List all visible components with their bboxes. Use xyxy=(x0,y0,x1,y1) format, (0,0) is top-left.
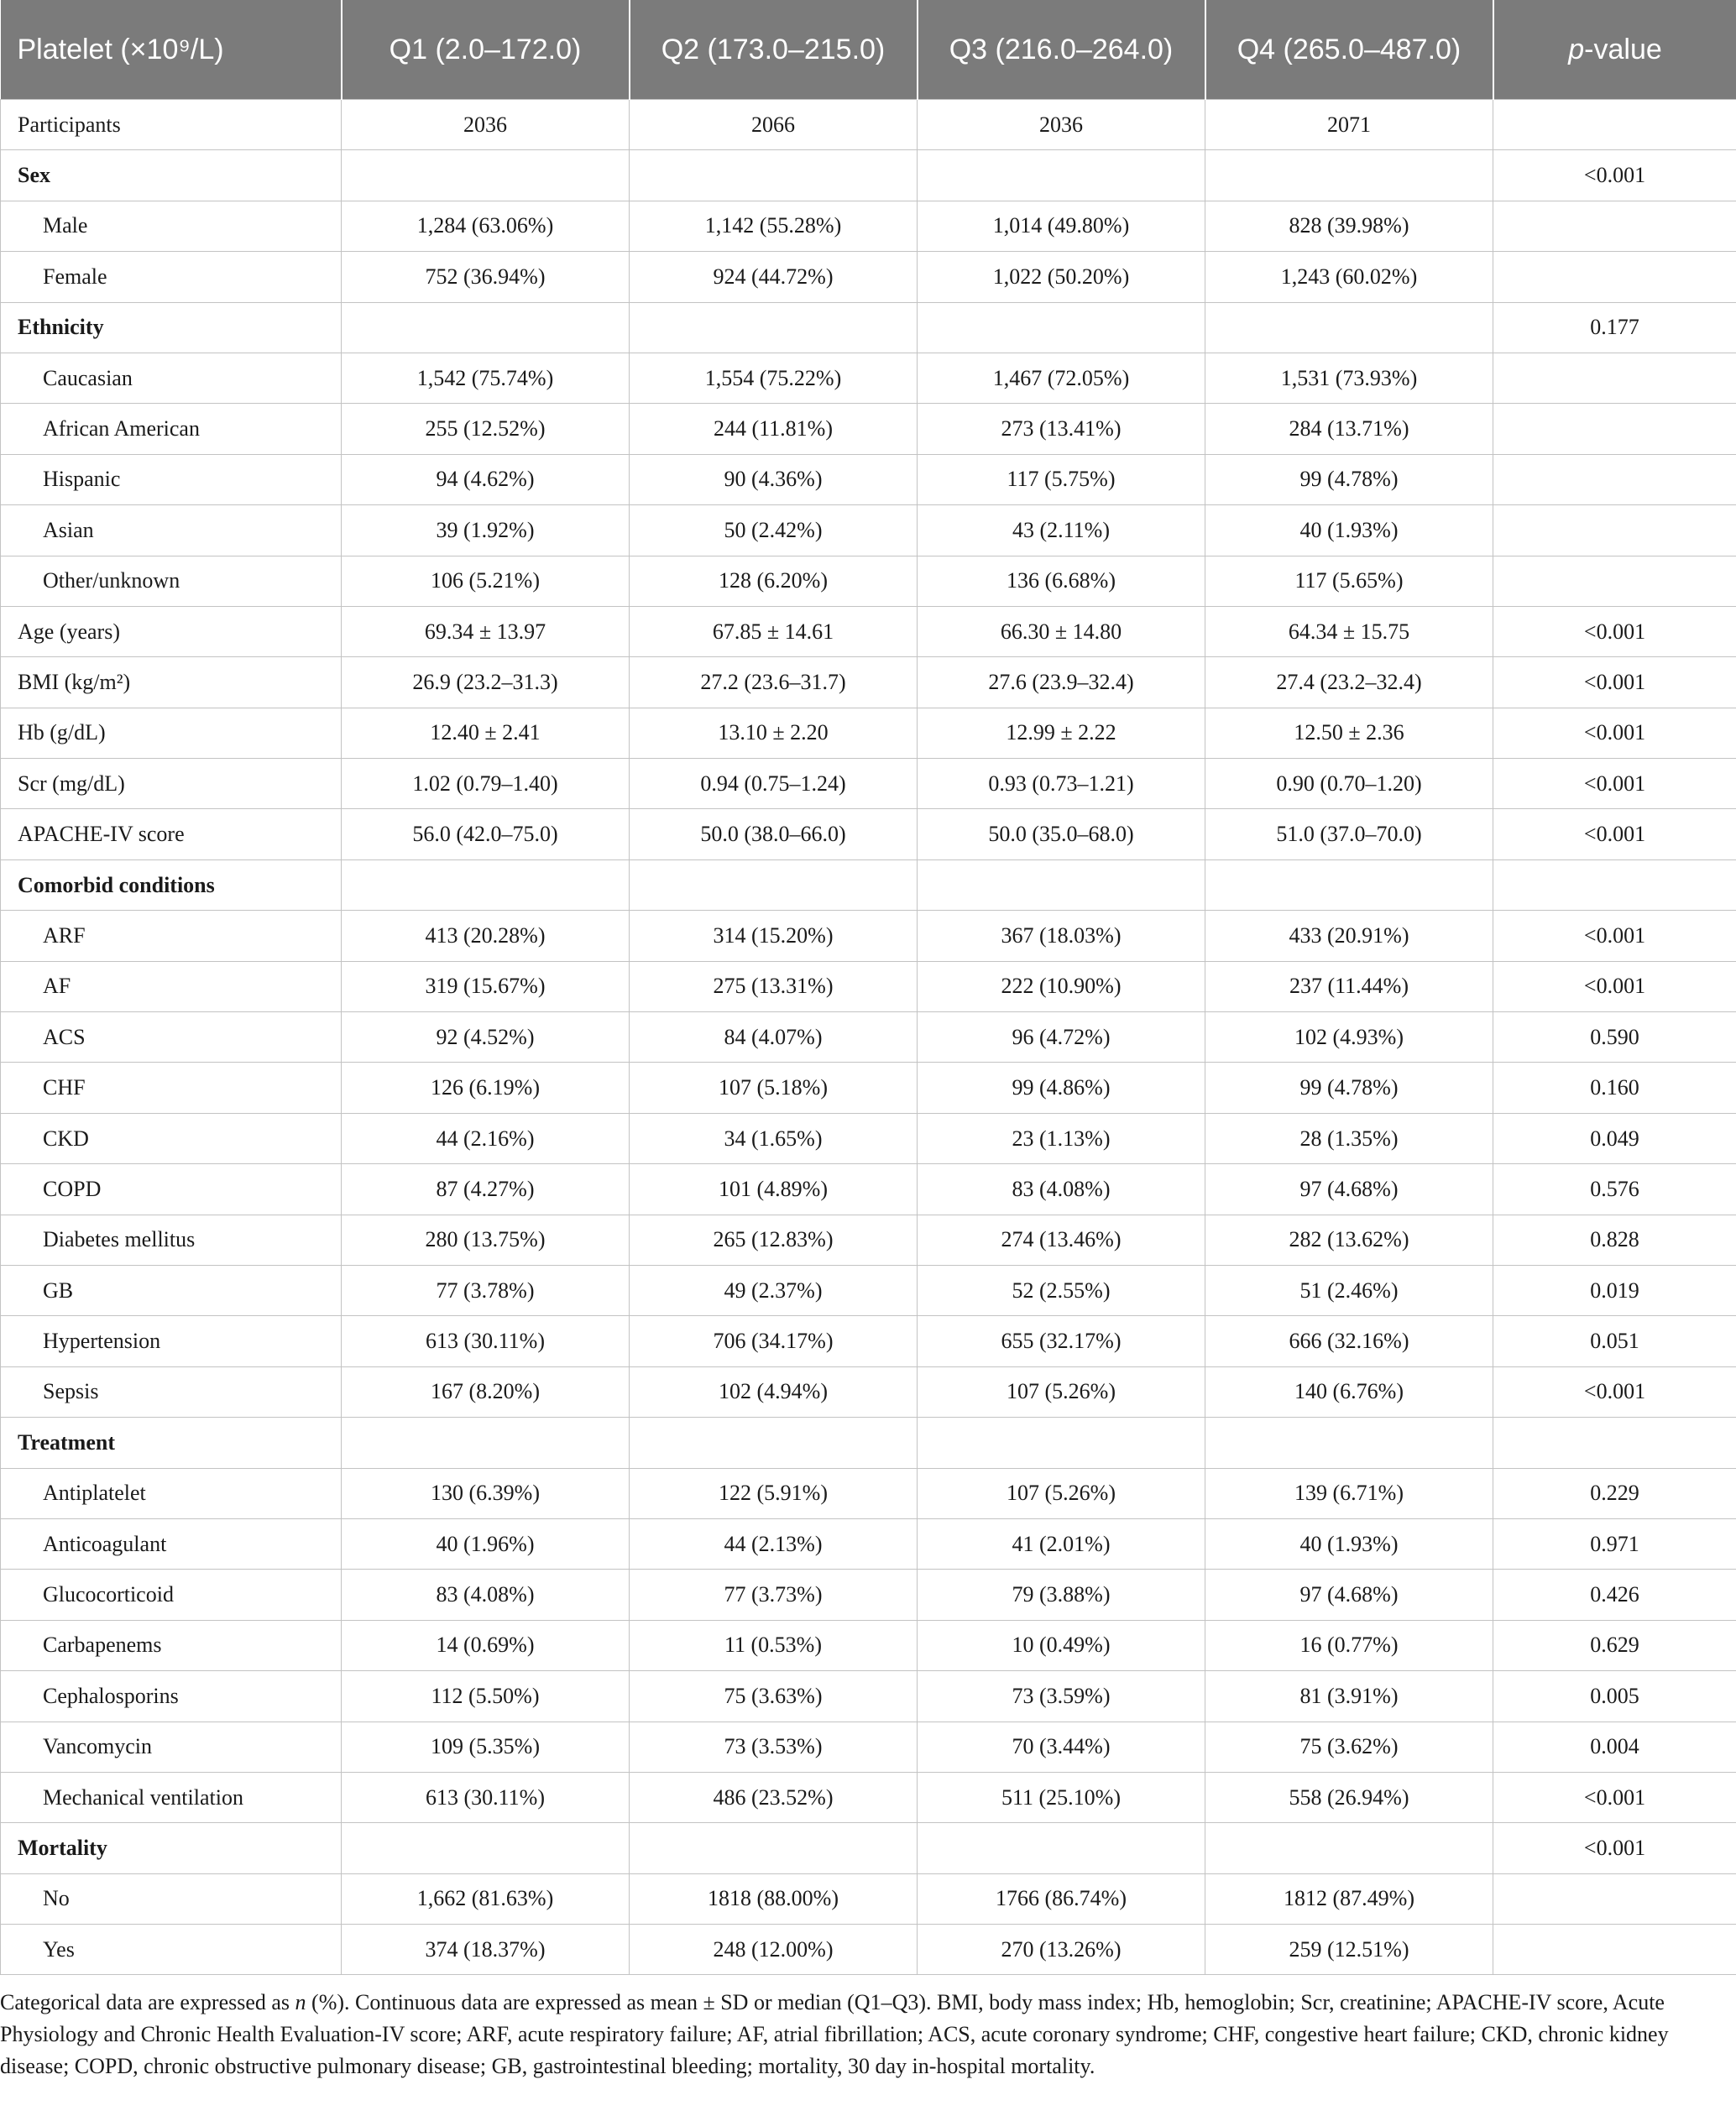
header-p-value xyxy=(1493,0,1736,100)
row-label: Diabetes mellitus xyxy=(1,1215,342,1265)
header-p-rest: -value xyxy=(1584,34,1662,65)
cell-q2: 244 (11.81%) xyxy=(630,404,918,454)
cell-q4: 97 (4.68%) xyxy=(1205,1164,1493,1215)
cell-q2: 44 (2.13%) xyxy=(630,1518,918,1569)
cell-q4: 12.50 ± 2.36 xyxy=(1205,708,1493,758)
row-label: CHF xyxy=(1,1063,342,1113)
cell-q4: 1812 (87.49%) xyxy=(1205,1873,1493,1924)
row-label: Asian xyxy=(1,505,342,556)
cell-q3: 274 (13.46%) xyxy=(918,1215,1205,1265)
cell-p-value: <0.001 xyxy=(1493,1823,1736,1873)
cell-q2: 122 (5.91%) xyxy=(630,1468,918,1518)
cell-q4: 81 (3.91%) xyxy=(1205,1671,1493,1722)
table-body xyxy=(1,100,1736,1975)
cell-p-value xyxy=(1493,404,1736,454)
cell-q3: 96 (4.72%) xyxy=(918,1012,1205,1063)
cell-q2: 49 (2.37%) xyxy=(630,1265,918,1315)
row-label: Other/unknown xyxy=(1,556,342,606)
row-label: Mortality xyxy=(1,1823,342,1873)
table-row xyxy=(1,1873,1736,1924)
table-row xyxy=(1,1823,1736,1873)
cell-q3: 1766 (86.74%) xyxy=(918,1873,1205,1924)
table-row xyxy=(1,809,1736,859)
cell-q3: 79 (3.88%) xyxy=(918,1570,1205,1620)
cell-q4: 51.0 (37.0–70.0) xyxy=(1205,809,1493,859)
table-header-row xyxy=(1,0,1736,100)
cell-q1: 39 (1.92%) xyxy=(342,505,630,556)
row-label: Sepsis xyxy=(1,1366,342,1417)
table-row xyxy=(1,911,1736,961)
table-row xyxy=(1,556,1736,606)
row-label: COPD xyxy=(1,1164,342,1215)
cell-p-value: 0.971 xyxy=(1493,1518,1736,1569)
cell-q1: 126 (6.19%) xyxy=(342,1063,630,1113)
cell-q4: 75 (3.62%) xyxy=(1205,1722,1493,1772)
row-label: Carbapenems xyxy=(1,1620,342,1670)
cell-p-value: <0.001 xyxy=(1493,606,1736,656)
cell-p-value xyxy=(1493,556,1736,606)
cell-q4: 433 (20.91%) xyxy=(1205,911,1493,961)
cell-q4: 64.34 ± 15.75 xyxy=(1205,606,1493,656)
cell-q2: 84 (4.07%) xyxy=(630,1012,918,1063)
table-row xyxy=(1,1366,1736,1417)
table-row xyxy=(1,150,1736,201)
cell-q1: 1,542 (75.74%) xyxy=(342,353,630,403)
table-row xyxy=(1,1316,1736,1366)
table-row xyxy=(1,1925,1736,1975)
cell-q1: 56.0 (42.0–75.0) xyxy=(342,809,630,859)
cell-q1 xyxy=(342,150,630,201)
cell-q4: 99 (4.78%) xyxy=(1205,454,1493,504)
cell-q4: 51 (2.46%) xyxy=(1205,1265,1493,1315)
cell-q3: 107 (5.26%) xyxy=(918,1468,1205,1518)
cell-p-value: 0.576 xyxy=(1493,1164,1736,1215)
cell-p-value: <0.001 xyxy=(1493,911,1736,961)
cell-q2: 1,142 (55.28%) xyxy=(630,201,918,251)
header-platelet: Platelet (×10⁹/L) xyxy=(1,0,342,100)
table-row xyxy=(1,759,1736,809)
cell-q2: 75 (3.63%) xyxy=(630,1671,918,1722)
cell-q4: 97 (4.68%) xyxy=(1205,1570,1493,1620)
cell-q4: 2071 xyxy=(1205,100,1493,150)
cell-q2: 11 (0.53%) xyxy=(630,1620,918,1670)
row-label: Participants xyxy=(1,100,342,150)
cell-q2: 248 (12.00%) xyxy=(630,1925,918,1975)
row-label: CKD xyxy=(1,1113,342,1163)
cell-p-value xyxy=(1493,201,1736,251)
footnote-text-2: (%). Continuous data are expressed as mean ± SD or median (Q1–Q3). BMI, body mass index; Hb, hemoglobin; Scr, creatinine; APACHE-IV score, Acute Physiology and Chronic Health Evaluation-IV score; ARF, acute respiratory failure; AF, atrial fibrillation; ACS, acute coronary syndrome; CHF, congestive heart failure; CKD, chronic kidney disease; COPD, chronic obstructive pulmonary disease; GB, gastrointestinal bleeding; mortality, 30 day in-hospital mortality. xyxy=(0,1990,1669,2079)
row-label: Male xyxy=(1,201,342,251)
cell-p-value: 0.426 xyxy=(1493,1570,1736,1620)
table-row xyxy=(1,657,1736,708)
footnote-text-1: Categorical data are expressed as xyxy=(0,1990,295,2015)
cell-q4: 1,243 (60.02%) xyxy=(1205,252,1493,302)
cell-q2: 102 (4.94%) xyxy=(630,1366,918,1417)
cell-q3: 99 (4.86%) xyxy=(918,1063,1205,1113)
cell-q3: 273 (13.41%) xyxy=(918,404,1205,454)
cell-q1: 374 (18.37%) xyxy=(342,1925,630,1975)
table-row xyxy=(1,302,1736,353)
cell-q3: 107 (5.26%) xyxy=(918,1366,1205,1417)
table-row xyxy=(1,708,1736,758)
cell-q3: 117 (5.75%) xyxy=(918,454,1205,504)
table-row xyxy=(1,201,1736,251)
cell-q1: 1,284 (63.06%) xyxy=(342,201,630,251)
row-label: Age (years) xyxy=(1,606,342,656)
cell-p-value: <0.001 xyxy=(1493,809,1736,859)
header-q4: Q4 (265.0–487.0) xyxy=(1205,0,1493,100)
table-row xyxy=(1,404,1736,454)
cell-q3: 2036 xyxy=(918,100,1205,150)
table-row xyxy=(1,353,1736,403)
header-p-italic: p xyxy=(1568,34,1585,65)
cell-q3 xyxy=(918,859,1205,910)
cell-q3: 136 (6.68%) xyxy=(918,556,1205,606)
cell-q4: 99 (4.78%) xyxy=(1205,1063,1493,1113)
cell-p-value xyxy=(1493,252,1736,302)
cell-p-value: 0.019 xyxy=(1493,1265,1736,1315)
cell-q2: 924 (44.72%) xyxy=(630,252,918,302)
cell-q4 xyxy=(1205,150,1493,201)
cell-q1: 1.02 (0.79–1.40) xyxy=(342,759,630,809)
cell-q1: 77 (3.78%) xyxy=(342,1265,630,1315)
row-label: Female xyxy=(1,252,342,302)
cell-q2: 314 (15.20%) xyxy=(630,911,918,961)
cell-p-value: 0.004 xyxy=(1493,1722,1736,1772)
cell-q3: 50.0 (35.0–68.0) xyxy=(918,809,1205,859)
row-label: Sex xyxy=(1,150,342,201)
cell-q1 xyxy=(342,859,630,910)
row-label: Mechanical ventilation xyxy=(1,1772,342,1822)
table-row xyxy=(1,1012,1736,1063)
cell-p-value: <0.001 xyxy=(1493,150,1736,201)
cell-p-value: <0.001 xyxy=(1493,961,1736,1011)
table-footnote xyxy=(0,1975,1721,2082)
row-label: African American xyxy=(1,404,342,454)
cell-q4: 16 (0.77%) xyxy=(1205,1620,1493,1670)
cell-q1: 613 (30.11%) xyxy=(342,1772,630,1822)
cell-q2 xyxy=(630,302,918,353)
cell-q3: 367 (18.03%) xyxy=(918,911,1205,961)
cell-q1: 2036 xyxy=(342,100,630,150)
cell-q1: 112 (5.50%) xyxy=(342,1671,630,1722)
cell-q1: 413 (20.28%) xyxy=(342,911,630,961)
cell-q4: 140 (6.76%) xyxy=(1205,1366,1493,1417)
table-row xyxy=(1,1722,1736,1772)
cell-q2: 265 (12.83%) xyxy=(630,1215,918,1265)
cell-q2: 128 (6.20%) xyxy=(630,556,918,606)
cell-q3: 83 (4.08%) xyxy=(918,1164,1205,1215)
table-row xyxy=(1,1164,1736,1215)
cell-q3 xyxy=(918,302,1205,353)
table-row xyxy=(1,1215,1736,1265)
cell-q1: 14 (0.69%) xyxy=(342,1620,630,1670)
cell-q4: 117 (5.65%) xyxy=(1205,556,1493,606)
cell-q3: 41 (2.01%) xyxy=(918,1518,1205,1569)
cell-q1: 87 (4.27%) xyxy=(342,1164,630,1215)
cell-q3: 655 (32.17%) xyxy=(918,1316,1205,1366)
footnote-n: n xyxy=(295,1990,306,2015)
table-row xyxy=(1,1620,1736,1670)
row-label: Treatment xyxy=(1,1418,342,1468)
cell-q2 xyxy=(630,1823,918,1873)
cell-q1 xyxy=(342,1418,630,1468)
cell-p-value: <0.001 xyxy=(1493,759,1736,809)
cell-q3: 12.99 ± 2.22 xyxy=(918,708,1205,758)
row-label: Ethnicity xyxy=(1,302,342,353)
cell-q2: 77 (3.73%) xyxy=(630,1570,918,1620)
table-row xyxy=(1,859,1736,910)
cell-q1: 83 (4.08%) xyxy=(342,1570,630,1620)
row-label: Hb (g/dL) xyxy=(1,708,342,758)
cell-p-value: 0.051 xyxy=(1493,1316,1736,1366)
row-label: Scr (mg/dL) xyxy=(1,759,342,809)
cell-q1: 26.9 (23.2–31.3) xyxy=(342,657,630,708)
cell-q3: 66.30 ± 14.80 xyxy=(918,606,1205,656)
row-label: APACHE-IV score xyxy=(1,809,342,859)
cell-q2: 275 (13.31%) xyxy=(630,961,918,1011)
cell-q1: 1,662 (81.63%) xyxy=(342,1873,630,1924)
row-label: Anticoagulant xyxy=(1,1518,342,1569)
cell-q3: 23 (1.13%) xyxy=(918,1113,1205,1163)
cell-q2: 27.2 (23.6–31.7) xyxy=(630,657,918,708)
cell-p-value: 0.160 xyxy=(1493,1063,1736,1113)
cell-q4: 666 (32.16%) xyxy=(1205,1316,1493,1366)
table-row xyxy=(1,1570,1736,1620)
row-label: Hypertension xyxy=(1,1316,342,1366)
cell-q3: 1,014 (49.80%) xyxy=(918,201,1205,251)
header-q3: Q3 (216.0–264.0) xyxy=(918,0,1205,100)
cell-q4: 40 (1.93%) xyxy=(1205,505,1493,556)
cell-q1: 752 (36.94%) xyxy=(342,252,630,302)
cell-q3: 1,467 (72.05%) xyxy=(918,353,1205,403)
table-row xyxy=(1,1418,1736,1468)
cell-q1: 280 (13.75%) xyxy=(342,1215,630,1265)
cell-p-value: <0.001 xyxy=(1493,1366,1736,1417)
cell-q2 xyxy=(630,150,918,201)
cell-p-value: 0.590 xyxy=(1493,1012,1736,1063)
cell-p-value: 0.177 xyxy=(1493,302,1736,353)
cell-p-value: 0.629 xyxy=(1493,1620,1736,1670)
table-row xyxy=(1,1772,1736,1822)
table-row xyxy=(1,100,1736,150)
row-label: Glucocorticoid xyxy=(1,1570,342,1620)
cell-p-value xyxy=(1493,353,1736,403)
row-label: Comorbid conditions xyxy=(1,859,342,910)
cell-q3: 73 (3.59%) xyxy=(918,1671,1205,1722)
cell-q4: 237 (11.44%) xyxy=(1205,961,1493,1011)
cell-q3: 52 (2.55%) xyxy=(918,1265,1205,1315)
cell-p-value xyxy=(1493,859,1736,910)
cell-q1 xyxy=(342,302,630,353)
cell-q4: 0.90 (0.70–1.20) xyxy=(1205,759,1493,809)
cell-q4: 40 (1.93%) xyxy=(1205,1518,1493,1569)
row-label: Caucasian xyxy=(1,353,342,403)
cell-q3: 0.93 (0.73–1.21) xyxy=(918,759,1205,809)
cell-q3 xyxy=(918,150,1205,201)
cell-q1: 167 (8.20%) xyxy=(342,1366,630,1417)
cell-q1: 613 (30.11%) xyxy=(342,1316,630,1366)
table-row xyxy=(1,1468,1736,1518)
row-label: Cephalosporins xyxy=(1,1671,342,1722)
row-label: ACS xyxy=(1,1012,342,1063)
cell-p-value xyxy=(1493,1873,1736,1924)
cell-q4: 282 (13.62%) xyxy=(1205,1215,1493,1265)
cell-p-value: 0.229 xyxy=(1493,1468,1736,1518)
cell-q1: 12.40 ± 2.41 xyxy=(342,708,630,758)
row-label: GB xyxy=(1,1265,342,1315)
table-row xyxy=(1,961,1736,1011)
cell-q1 xyxy=(342,1823,630,1873)
cell-q1: 69.34 ± 13.97 xyxy=(342,606,630,656)
cell-p-value: <0.001 xyxy=(1493,708,1736,758)
table-row xyxy=(1,1063,1736,1113)
cell-q4 xyxy=(1205,859,1493,910)
cell-q1: 106 (5.21%) xyxy=(342,556,630,606)
cell-q2: 0.94 (0.75–1.24) xyxy=(630,759,918,809)
cell-q2: 34 (1.65%) xyxy=(630,1113,918,1163)
cell-q1: 92 (4.52%) xyxy=(342,1012,630,1063)
cell-q1: 94 (4.62%) xyxy=(342,454,630,504)
row-label: Yes xyxy=(1,1925,342,1975)
cell-q4: 1,531 (73.93%) xyxy=(1205,353,1493,403)
cell-q3: 222 (10.90%) xyxy=(918,961,1205,1011)
cell-q4: 139 (6.71%) xyxy=(1205,1468,1493,1518)
cell-q2: 73 (3.53%) xyxy=(630,1722,918,1772)
cell-q4 xyxy=(1205,302,1493,353)
table-row xyxy=(1,454,1736,504)
cell-q4: 102 (4.93%) xyxy=(1205,1012,1493,1063)
row-label: No xyxy=(1,1873,342,1924)
cell-q2 xyxy=(630,859,918,910)
table-row xyxy=(1,1518,1736,1569)
cell-p-value: 0.005 xyxy=(1493,1671,1736,1722)
header-q1: Q1 (2.0–172.0) xyxy=(342,0,630,100)
cell-p-value: 0.049 xyxy=(1493,1113,1736,1163)
cell-q4 xyxy=(1205,1823,1493,1873)
table-row xyxy=(1,606,1736,656)
cell-q3 xyxy=(918,1823,1205,1873)
cell-q3: 270 (13.26%) xyxy=(918,1925,1205,1975)
row-label: Vancomycin xyxy=(1,1722,342,1772)
cell-q3: 511 (25.10%) xyxy=(918,1772,1205,1822)
cell-q2: 706 (34.17%) xyxy=(630,1316,918,1366)
cell-p-value xyxy=(1493,1925,1736,1975)
cell-p-value: <0.001 xyxy=(1493,657,1736,708)
row-label: Antiplatelet xyxy=(1,1468,342,1518)
cell-q2: 1818 (88.00%) xyxy=(630,1873,918,1924)
cell-p-value xyxy=(1493,454,1736,504)
cell-p-value: 0.828 xyxy=(1493,1215,1736,1265)
cell-q2: 101 (4.89%) xyxy=(630,1164,918,1215)
cell-q2: 2066 xyxy=(630,100,918,150)
cell-q4: 558 (26.94%) xyxy=(1205,1772,1493,1822)
table-row xyxy=(1,1265,1736,1315)
cell-q2: 90 (4.36%) xyxy=(630,454,918,504)
cell-p-value xyxy=(1493,505,1736,556)
cell-q3: 70 (3.44%) xyxy=(918,1722,1205,1772)
row-label: Hispanic xyxy=(1,454,342,504)
cell-p-value xyxy=(1493,1418,1736,1468)
cell-q2: 107 (5.18%) xyxy=(630,1063,918,1113)
cell-p-value: <0.001 xyxy=(1493,1772,1736,1822)
cell-q4: 28 (1.35%) xyxy=(1205,1113,1493,1163)
cell-q2: 50 (2.42%) xyxy=(630,505,918,556)
cell-q3 xyxy=(918,1418,1205,1468)
cell-q3: 43 (2.11%) xyxy=(918,505,1205,556)
cell-q1: 130 (6.39%) xyxy=(342,1468,630,1518)
header-q2: Q2 (173.0–215.0) xyxy=(630,0,918,100)
row-label: ARF xyxy=(1,911,342,961)
row-label: BMI (kg/m²) xyxy=(1,657,342,708)
cell-q3: 1,022 (50.20%) xyxy=(918,252,1205,302)
cell-q4: 259 (12.51%) xyxy=(1205,1925,1493,1975)
cell-q4: 284 (13.71%) xyxy=(1205,404,1493,454)
cell-q1: 44 (2.16%) xyxy=(342,1113,630,1163)
cell-q2: 13.10 ± 2.20 xyxy=(630,708,918,758)
row-label: AF xyxy=(1,961,342,1011)
table-row xyxy=(1,1113,1736,1163)
cell-q4: 828 (39.98%) xyxy=(1205,201,1493,251)
cell-q2: 486 (23.52%) xyxy=(630,1772,918,1822)
cell-q3: 27.6 (23.9–32.4) xyxy=(918,657,1205,708)
cell-q2: 50.0 (38.0–66.0) xyxy=(630,809,918,859)
cell-q1: 40 (1.96%) xyxy=(342,1518,630,1569)
cell-q1: 319 (15.67%) xyxy=(342,961,630,1011)
table-row xyxy=(1,1671,1736,1722)
cell-q2: 67.85 ± 14.61 xyxy=(630,606,918,656)
cell-q2: 1,554 (75.22%) xyxy=(630,353,918,403)
cell-q4: 27.4 (23.2–32.4) xyxy=(1205,657,1493,708)
cell-q1: 255 (12.52%) xyxy=(342,404,630,454)
cell-q2 xyxy=(630,1418,918,1468)
table-row xyxy=(1,252,1736,302)
cell-p-value xyxy=(1493,100,1736,150)
table-row xyxy=(1,505,1736,556)
cell-q4 xyxy=(1205,1418,1493,1468)
cell-q3: 10 (0.49%) xyxy=(918,1620,1205,1670)
cell-q1: 109 (5.35%) xyxy=(342,1722,630,1772)
